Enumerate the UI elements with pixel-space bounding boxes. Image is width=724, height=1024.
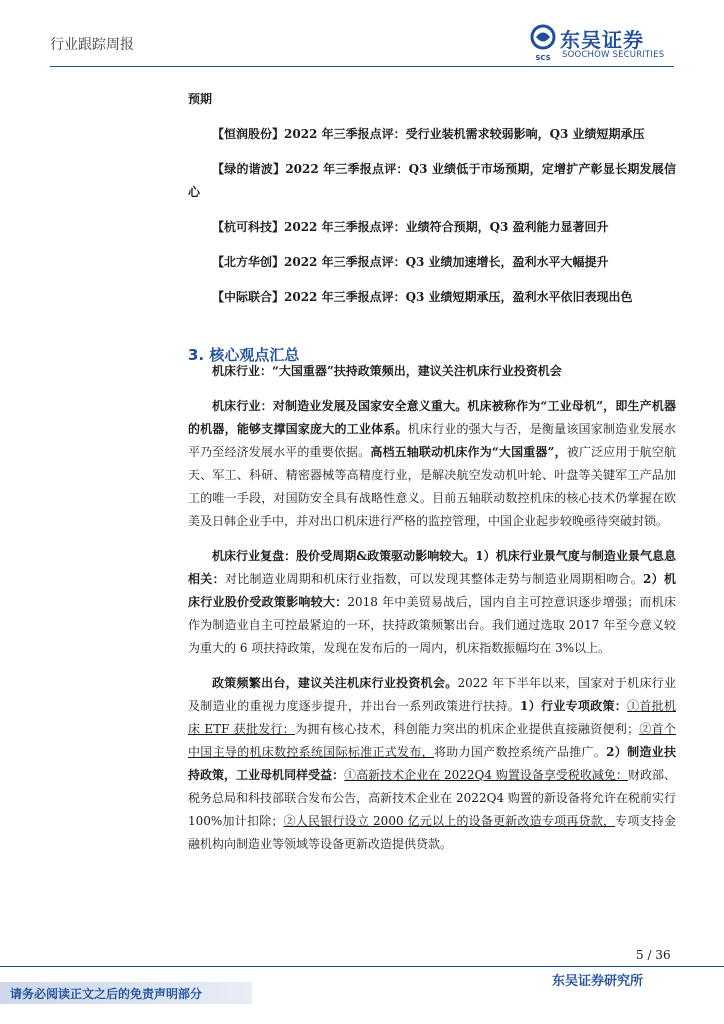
p3-text-5: 专项支持金融机构向制造业等领域等设备更新改造提供贷款。	[188, 814, 676, 851]
logo-name-cn: 东吴证券	[560, 28, 644, 52]
p2-text-1: 对比制造业周期和机床行业指数，可以发现其整体走势与制造业周期相吻合。	[224, 572, 644, 586]
paragraph-machine-tool-industry	[188, 395, 676, 533]
p3-underline-3: ①高新技术企业在 2022Q4 购置设备享受税收减免：	[344, 768, 628, 782]
p1-bold-2: 高档五轴联动机床作为“大国重器”，	[370, 445, 567, 459]
list-item: 【北方华创】2022 年三季报点评：Q3 业绩加速增长，盈利水平大幅提升	[212, 255, 609, 269]
p1-text-1: 机床行业的强大与否，是衡量该国家制造业发展水平乃至经济发展水平的重要依据。	[188, 422, 676, 459]
footer-disclaimer: 请务必阅读正文之后的免责声明部分	[10, 987, 203, 1001]
list-item: 【杭可科技】2022 年三季报点评：业绩符合预期，Q3 盈利能力显著回升	[212, 220, 609, 234]
report-type-label: 行业跟踪周报	[50, 37, 134, 53]
list-item: 【中际联合】2022 年三季报点评：Q3 业绩短期承压，盈利水平依旧表现出色	[212, 290, 633, 304]
p3-bold-1: 政策频繁出台，建议关注机床行业投资机会。	[212, 676, 458, 690]
logo-name-en: SOOCHOW SECURITIES	[562, 50, 665, 60]
p3-text-1: 2022 年下半年以来，国家对于机床行业及制造业的重视力度逐步提升，并出台一系列政策进行扶持。	[188, 676, 676, 713]
core-views-body	[188, 360, 676, 856]
p3-text-4: 财政部、税务总局和科技部联合发布公告，高新技术企业在 2022Q4 购置的新设备将允许在税前实行 100%加计扣除；	[188, 768, 676, 828]
report-list	[188, 88, 676, 309]
paragraph-title: 机床行业：“大国重器”扶持政策频出，建议关注机床行业投资机会	[212, 364, 562, 378]
logo-mark-text: SCS	[535, 54, 551, 62]
p2-bold-2: 2）机床行业股价受政策影响较大：	[188, 572, 676, 609]
company-logo	[528, 24, 678, 64]
paragraph-industry-review	[188, 545, 676, 660]
p3-text-2: 为拥有核心技术，科创能力突出的机床企业提供直接融资便利；	[295, 722, 640, 736]
footer-disclaimer-band	[0, 982, 252, 1004]
p3-underline-2: ②首个中国主导的机床数控系统国际标准正式发布，	[188, 722, 676, 759]
list-item: 【恒润股份】2022 年三季报点评：受行业装机需求较弱影响，Q3 业绩短期承压	[212, 127, 645, 141]
p1-text-2: 被广泛应用于航空航天、军工、科研、精密器械等高精度行业，是解决航空发动机叶轮、叶盘等关键军工产品加工的唯一手段，对国防安全具有战略性意义。目前五轴联动数控机床的核心技术仍掌握在欧美及日韩企业手中，并对出口机床进行严格的监控管理，中国企业起步较晚亟待突破封锁。	[188, 445, 676, 528]
paragraph-policy	[188, 672, 676, 856]
p3-bold-3: 2）制造业扶持政策，工业母机同样受益：	[188, 745, 676, 782]
p2-text-2: 2018 年中美贸易战后，国内自主可控意识逐步增强；而机床作为制造业自主可控最紧迫的一环，扶持政策频繁出台。我们通过选取 2017 年至今意义较为重大的 6 项扶持政策，发现在发布后的一周内，机床指数振幅均在 3%以上。	[188, 595, 676, 655]
p3-underline-4: ②人民银行设立 2000 亿元以上的设备更新改造专项再贷款，	[283, 814, 616, 828]
footer-divider	[0, 966, 724, 967]
p1-bold-1: 机床行业：对制造业发展及国家安全意义重大。机床被称作为“工业母机”，即生产机器的机器，能够支撑国家庞大的工业体系。	[188, 399, 676, 436]
list-item: 【绿的谐波】2022 年三季报点评：Q3 业绩低于市场预期，定增扩产彰显长期发展信心	[188, 162, 676, 199]
p3-underline-1: ①首批机床 ETF 获批发行：	[188, 699, 676, 736]
page-number: 5 / 36	[636, 948, 671, 962]
p3-bold-2: 1）行业专项政策：	[520, 699, 628, 713]
p2-bold-1: 机床行业复盘：股价受周期&政策驱动影响较大。1）机床行业景气度与制造业景气息息相关：	[188, 549, 676, 586]
logo-mark-icon	[528, 24, 558, 62]
list-item: 预期	[188, 92, 213, 106]
p3-text-3: 将助力国产数控系统产品推广。	[433, 745, 607, 759]
section-heading: 3. 核心观点汇总	[188, 346, 300, 364]
header-divider	[50, 66, 674, 67]
footer-institute: 东吴证券研究所	[552, 974, 644, 989]
